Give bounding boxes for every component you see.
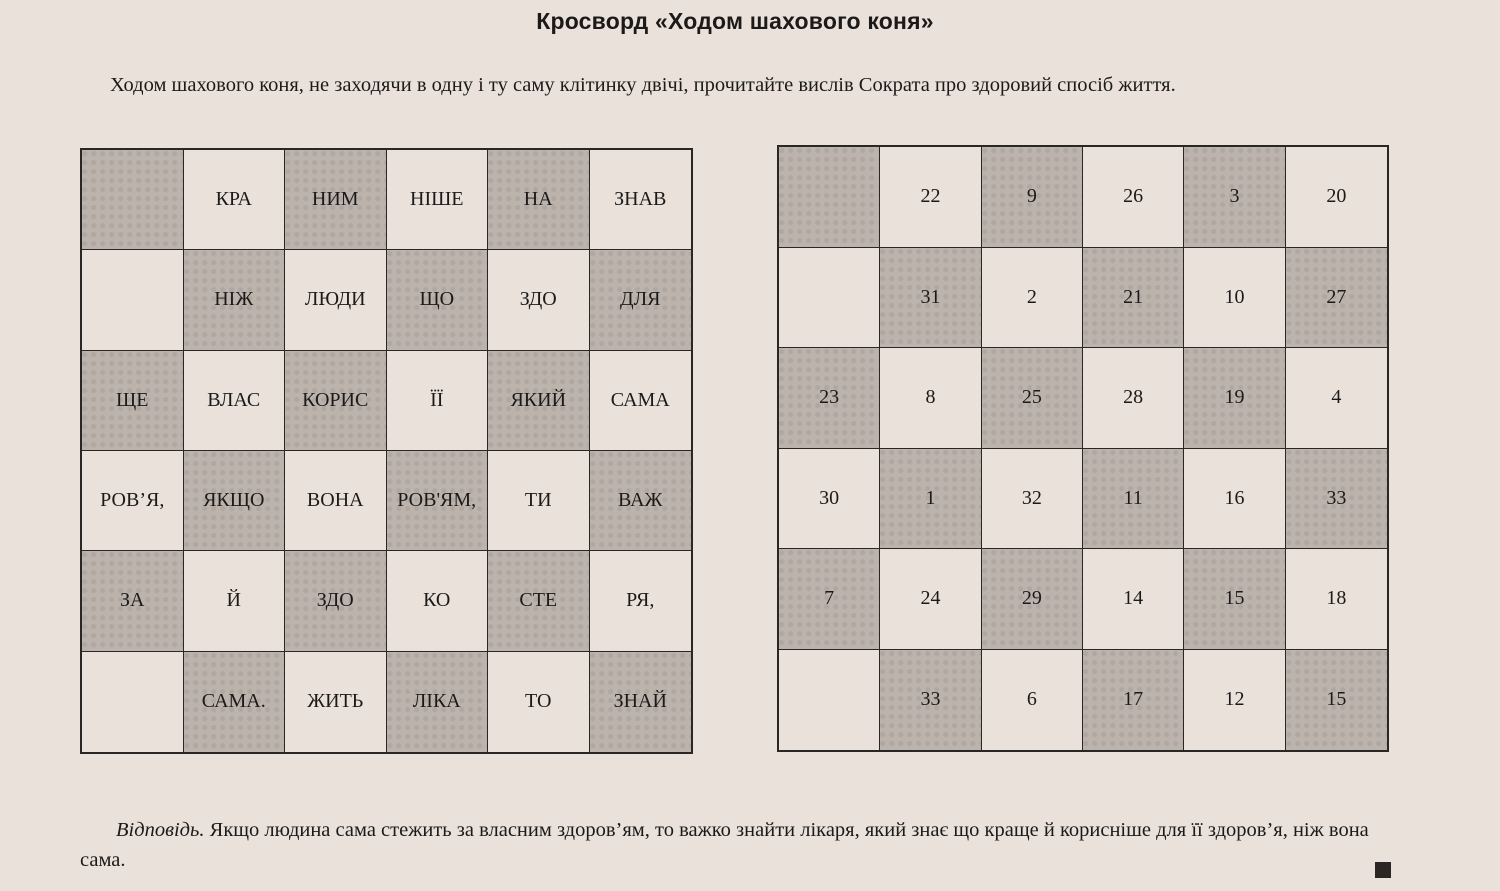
number-cell: 4 [1286,348,1387,449]
syllable-cell: ЯКИЙ [488,351,590,451]
syllable-cell: НІШЕ [387,150,489,250]
syllable-cell: ВЛАС [184,351,286,451]
number-cell: 21 [1083,248,1184,349]
number-cell: 31 [880,248,981,349]
syllable-cell: САМА. [184,652,286,752]
number-cell: 33 [1286,449,1387,550]
syllable-cell: ДЛЯ [590,250,692,350]
number-cell: 7 [779,549,880,650]
number-cell: 28 [1083,348,1184,449]
number-cell: 10 [1184,248,1285,349]
end-of-section-square-icon [1375,862,1391,878]
syllable-cell: СТЕ [488,551,590,651]
number-cell: 16 [1184,449,1285,550]
syllable-cell: ЯКЩО [184,451,286,551]
number-cell: 3 [1184,147,1285,248]
syllable-cell: РОВ'ЯМ, [387,451,489,551]
syllable-cell: ЗНАЙ [590,652,692,752]
syllable-cell [82,250,184,350]
number-cell [779,147,880,248]
number-cell: 24 [880,549,981,650]
syllable-cell: РОВ’Я, [82,451,184,551]
number-grid [777,145,1389,752]
syllable-cell: Й [184,551,286,651]
syllable-cell: ЩО [387,250,489,350]
number-cell: 20 [1286,147,1387,248]
syllable-cell: ЗДО [285,551,387,651]
syllable-cell: ЗНАВ [590,150,692,250]
syllable-cell: НИМ [285,150,387,250]
syllable-cell: КО [387,551,489,651]
number-cell: 15 [1184,549,1285,650]
number-cell [779,248,880,349]
number-cell: 25 [982,348,1083,449]
number-cell: 22 [880,147,981,248]
number-cell: 17 [1083,650,1184,751]
syllable-cell: ЇЇ [387,351,489,451]
crossword-title: Кросворд «Ходом шахового коня» [536,8,934,34]
number-cell: 18 [1286,549,1387,650]
number-cell: 27 [1286,248,1387,349]
number-cell: 23 [779,348,880,449]
number-cell [779,650,880,751]
syllable-cell: ЛІКА [387,652,489,752]
number-cell: 9 [982,147,1083,248]
number-cell: 6 [982,650,1083,751]
number-cell: 19 [1184,348,1285,449]
number-cell: 29 [982,549,1083,650]
number-cell: 2 [982,248,1083,349]
number-cell: 15 [1286,650,1387,751]
syllable-cell: ЗА [82,551,184,651]
number-cell: 12 [1184,650,1285,751]
number-cell: 1 [880,449,981,550]
number-cell: 14 [1083,549,1184,650]
number-cell: 8 [880,348,981,449]
answer-text: Якщо людина сама стежить за власним здоров’ям, то важко знайти лікаря, який знає що краще й корисніше для її здоров’я, ніж вона сама. [80,819,1369,871]
syllable-cell: ЩЕ [82,351,184,451]
number-cell: 33 [880,650,981,751]
syllable-cell: ЗДО [488,250,590,350]
answer-lead: Відповідь. [116,819,205,841]
number-cell: 26 [1083,147,1184,248]
syllable-cell: ВОНА [285,451,387,551]
syllable-cell: САМА [590,351,692,451]
syllable-cell: РЯ, [590,551,692,651]
number-cell: 32 [982,449,1083,550]
syllable-cell [82,150,184,250]
syllable-cell: ВАЖ [590,451,692,551]
syllable-cell: ТИ [488,451,590,551]
syllable-cell: НІЖ [184,250,286,350]
number-cell: 30 [779,449,880,550]
syllable-cell: КОРИС [285,351,387,451]
instructions-paragraph: Ходом шахового коня, не заходячи в одну і ту саму клітинку двічі, прочитайте вислів Сократа про здоровий спосіб життя. [110,74,1176,96]
syllable-grid [80,148,693,754]
syllable-cell: ЖИТЬ [285,652,387,752]
syllable-cell: ЛЮДИ [285,250,387,350]
number-cell: 11 [1083,449,1184,550]
syllable-cell: НА [488,150,590,250]
answer-paragraph [80,815,1410,875]
syllable-cell [82,652,184,752]
syllable-cell: КРА [184,150,286,250]
syllable-cell: ТО [488,652,590,752]
